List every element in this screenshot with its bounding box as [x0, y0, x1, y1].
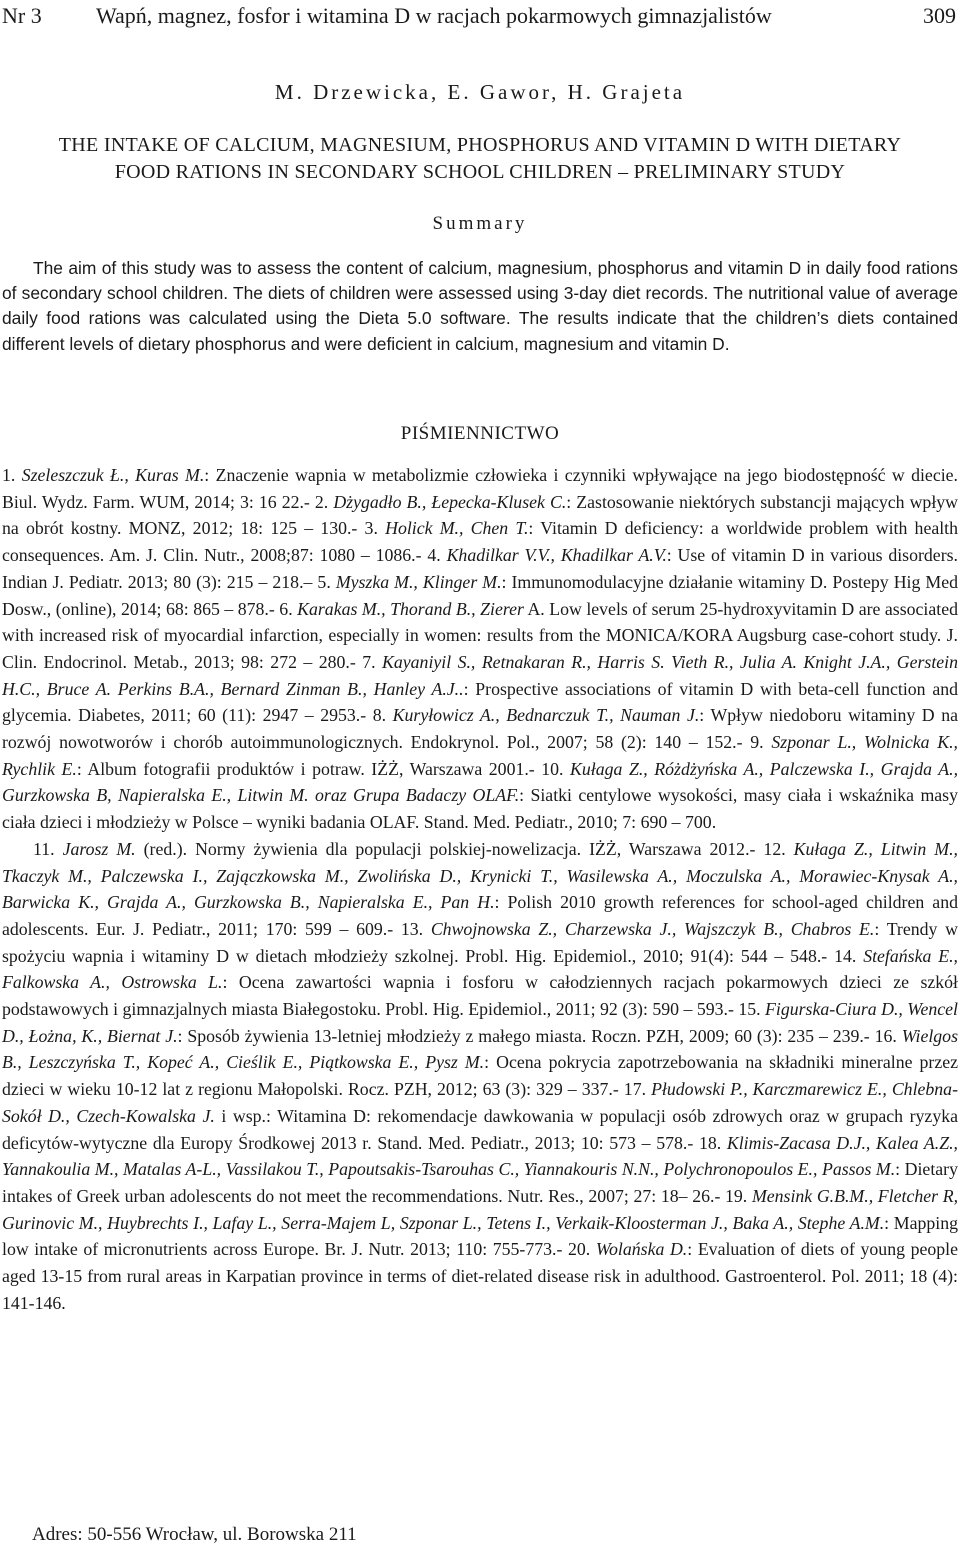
reference-text: : Ocena zawartości wapnia i fosforu w całodziennych racjach pokarmowych dzieci ze szkół podstawowych i gimnazjalnych miasta Białegostoku. Probl. Hig. Epidemiol., 2011; 92 (3): 590 – 593.- 15. — [2, 972, 958, 1020]
summary-text — [2, 256, 958, 357]
reference-text: : Vitamin D deficiency: a worldwide problem with health consequences. Am. J. Clin. Nutr., 2008;87: 1080 – 1086.- 4. — [2, 518, 959, 566]
reference-authors: Wielgos B., Leszczyńska T., Kopeć A., Cieślik E., Piątkowska E., Pysz M. — [2, 1025, 958, 1073]
reference-text: : Use of vitamin D in various disorders. Indian J. Pediatr. 2013; 80 (3): 215 – 218.– 5. — [2, 545, 958, 592]
issue-number: Nr 3 — [2, 3, 42, 28]
reference-authors: Wolańska D. — [595, 1239, 688, 1260]
reference-authors: Khadilkar V.V., Khadilkar A.V. — [446, 545, 667, 566]
reference-authors: Stefańska E., Falkowska A., Ostrowska L. — [2, 945, 958, 993]
reference-text: : Evaluation of diets of young people aged 13-15 from rural areas in Karpatian province in terms of diet-related disease risk in adulthood. Gastroenterol. Pol. 2011; 18 (4): 141-146. — [2, 1239, 958, 1313]
reference-text: : Sposób żywienia 13-letniej młodzieży z małego miasta. Roczn. PZH, 2009; 60 (3): 235 – 239.- 16. — [177, 1025, 902, 1046]
article-title — [0, 132, 960, 186]
correspondence-address: Adres: 50-556 Wrocław, ul. Borowska 211 — [32, 1524, 357, 1545]
reference-text: : Siatki centylowe wysokości, masy ciała i wskaźnika masy ciała dzieci i młodzieży w Polsce – wyniki badania OLAF. Stand. Med. Pediatr., 2010; 7: 690 – 700. — [2, 785, 958, 833]
reference-authors: Dżygadło B., Łepecka-Klusek C. — [333, 491, 567, 512]
reference-authors: Holick M., Chen T. — [385, 518, 529, 539]
reference-authors: Płudowski P., Karczmarewicz E., Chlebna-Sokół D., Czech-Kowalska J. — [2, 1079, 958, 1126]
reference-text: : Dietary intakes of Greek urban adolescents do not meet the recommendations. Nutr. Res., 2007; 27: 18– 26.- 19. — [2, 1159, 958, 1206]
references-paragraph — [2, 462, 958, 836]
reference-authors: Figurska-Ciura D., Wencel D., Łożna, K., Biernat J. — [2, 999, 958, 1046]
reference-authors: Kuryłowicz A., Bednarczuk T., Nauman J. — [392, 705, 700, 726]
reference-authors: Karakas M., Thorand B., Zierer — [297, 598, 524, 619]
article-title-line: THE INTAKE OF CALCIUM, MAGNESIUM, PHOSPHORUS AND VITAMIN D WITH DIETARY — [58, 134, 902, 156]
article-title-line: FOOD RATIONS IN SECONDARY SCHOOL CHILDREN – PRELIMINARY STUDY — [114, 161, 846, 183]
reference-text: : Album fotografii produktów i potraw. IŻŻ, Warszawa 2001.- 10. — [76, 758, 571, 779]
reference-text: : Immunomodulacyjne działanie witaminy D. Postepy Hig Med Dosw., (online), 2014; 68: 865 – 878.- 6. — [2, 571, 958, 619]
reference-authors: Szeleszczuk Ł., Kuras M. — [21, 465, 205, 485]
reference-authors: Jarosz M. — [62, 838, 136, 859]
running-header — [0, 0, 960, 40]
summary-heading: Summary — [432, 213, 528, 234]
reference-text: 1. — [2, 465, 22, 485]
reference-text: : Ocena pokrycia zapotrzebowania na składniki mineralne przez dzieci w wieku 10-12 lat z regionu Małopolski. Rocz. PZH, 2012; 63 (3): 329 – 337.- 17. — [2, 1052, 959, 1100]
reference-authors: Klimis-Zacasa D.J., Kalea A.Z., Yannakoulia M., Matalas A-L., Vassilakou T., Papoutsakis-Tsarouhas C., Yiannakouris N.N., Polychronopoulos E., Passos M. — [2, 1132, 958, 1180]
running-title: Wapń, magnez, fosfor i witamina D w racjach pokarmowych gimnazjalistów — [96, 3, 772, 28]
reference-authors: Szponar L., Wolnicka K., Rychlik E. — [2, 732, 958, 779]
reference-authors: Kayaniyil S., Retnakaran R., Harris S. Vieth R., Julia A. Knight J.A., Gerstein H.C., Bruce A. Perkins B.A., Bernard Zinman B., Hanley A.J.. — [2, 651, 958, 699]
reference-text: : Mapping low intake of micronutrients across Europe. Br. J. Nutr. 2013; 110: 755-773.- 20. — [2, 1212, 958, 1260]
references-paragraph — [2, 836, 958, 1317]
article-authors: M. Drzewicka, E. Gawor, H. Grajeta — [274, 80, 686, 104]
reference-text: i wsp.: Witamina D: rekomendacje dawkowania w populacji osób zdrowych oraz w grupach ryzyka deficytów-wytyczne dla Europy Środkowej 2013 r. Stand. Med. Pediatr., 2013; 10: 573 – 578.- 18. — [2, 1105, 958, 1153]
summary-paragraph: The aim of this study was to assess the content of calcium, magnesium, phosphorus and vitamin D in daily food rations of secondary school children. The diets of children were assessed using 3-day diet records. The nutritional value of average daily food rations was calculated using the Dieta 5.0 software. The results indicate that the children’s diets contained different levels of dietary phosphorus and were deficient in calcium, magnesium and vitamin D. — [2, 258, 958, 354]
reference-text: A. Low levels of serum 25-hydroxyvitamin D are associated with increased risk of myocardial infarction, especially in women: results from the MONICA/KORA Augsburg case-cohort study. J. Clin. Endocrinol. Metab., 2013; 98: 272 – 280.- 7. — [2, 598, 958, 672]
references-list — [2, 462, 958, 1317]
reference-text: : Wpływ niedoboru witaminy D na rozwój nowotworów i chorób autoimmunologicznych. Endokrynol. Pol., 2007; 58 (2): 140 – 152.- 9. — [2, 705, 958, 753]
reference-authors: Myszka M., Klinger M. — [335, 571, 502, 592]
reference-authors: Kułaga Z., Litwin M., Tkaczyk M., Palczewska I., Zajączkowska M., Zwolińska D., Krynicki T., Wasilewska A., Moczulska A., Morawiec-Knysak A., Barwicka K., Grajda A., Gurzkowska B., Napieralska E., Pan H. — [2, 838, 958, 913]
reference-text: : Trendy w spożyciu wapnia i witaminy D w dietach młodzieży szkolnej. Probl. Hig. Epidemiol., 2010; 91(4): 544 – 548.- 14. — [2, 918, 958, 966]
reference-text: (red.). Normy żywienia dla populacji polskiej-nowelizacja. IŻŻ, Warszawa 2012.- 12. — [135, 838, 794, 859]
reference-text: 11. — [33, 838, 63, 859]
references-heading: PIŚMIENNICTWO — [400, 423, 560, 444]
reference-authors: Kułaga Z., Różdżyńska A., Palczewska I., Grajda A., Gurzkowska B, Napieralska E., Litwin M. oraz Grupa Badaczy OLAF. — [2, 758, 959, 806]
page-number: 309 — [923, 3, 956, 28]
reference-text: : Polish 2010 growth references for school-aged children and adolescents. Eur. J. Pediatr., 2011; 170: 599 – 609.- 13. — [2, 892, 958, 939]
reference-authors: Mensink G.B.M., Fletcher R, Gurinovic M., Huybrechts I., Lafay L., Serra-Majem L, Szponar L., Tetens I., Verkaik-Kloosterman J., Baka A., Stephe A.M. — [2, 1185, 959, 1233]
reference-authors: Chwojnowska Z., Charzewska J., Wajszczyk B., Chabros E. — [430, 918, 875, 939]
reference-text: : Zastosowanie niektórych substancji mających wpływ na obrót kostny. MONZ, 2012; 18: 125 – 130.- 3. — [2, 491, 958, 539]
reference-text: : Znaczenie wapnia w metabolizmie człowieka i czynniki wpływające na jego biodostępność w diecie. Biul. Wydz. Farm. WUM, 2014; 3: 16 22.- 2. — [2, 465, 958, 512]
reference-text: : Prospective associations of vitamin D with beta-cell function and glycemia. Diabetes, 2011; 60 (11): 2947 – 2953.- 8. — [2, 678, 958, 726]
